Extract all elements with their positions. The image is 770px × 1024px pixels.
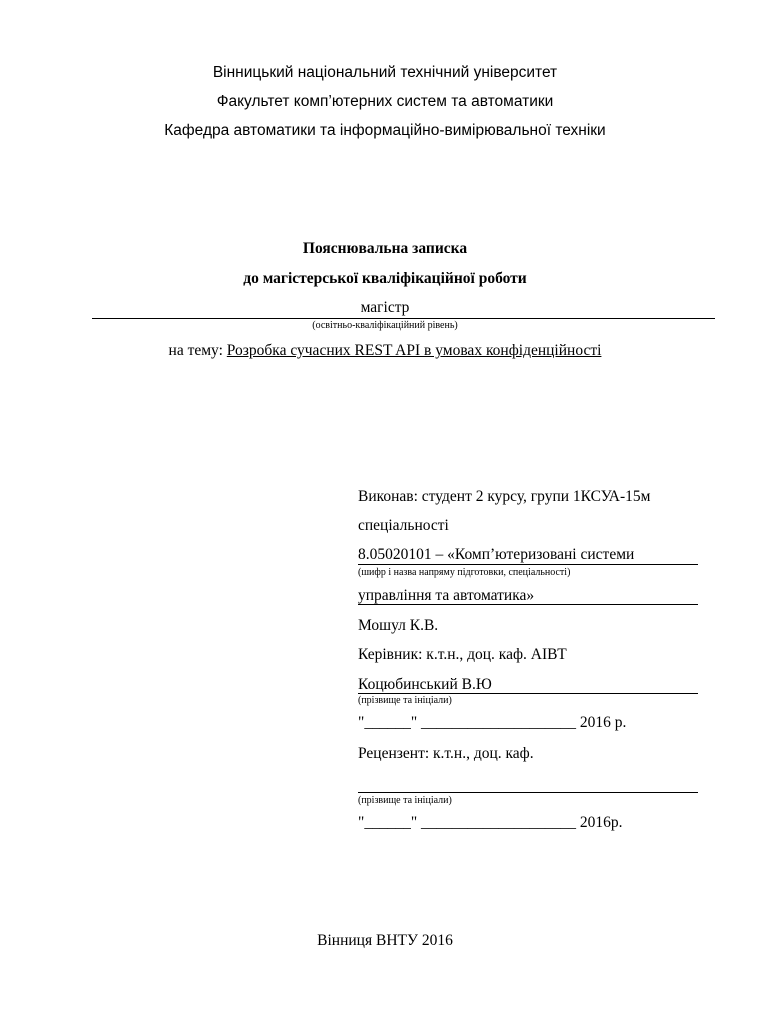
supervisor-name-underline — [358, 693, 698, 694]
reviewer-caption: (прізвище та ініціали) — [358, 795, 452, 806]
supervisor-label: Керівник: к.т.н., доц. каф. АІВТ — [358, 646, 567, 663]
supervisor-caption: (прізвище та ініціали) — [358, 695, 452, 706]
level-caption: (освітньо-кваліфікаційний рівень) — [312, 320, 458, 331]
reviewer-date-signature: "______" ____________________ 2016р. — [358, 814, 623, 831]
qualification-level: магістр — [360, 299, 410, 316]
specialty-label: спеціальності — [358, 517, 449, 534]
reviewer-name-underline — [358, 792, 698, 793]
performed-by: Виконав: студент 2 курсу, групи 1КСУА-15м — [358, 488, 651, 505]
document-title: Пояснювальна записка — [302, 240, 468, 257]
university-name: Вінницький національний технічний університет — [212, 64, 558, 81]
student-name: Мошул К.В. — [358, 617, 439, 634]
document-subtitle: до магістерської кваліфікаційної роботи — [243, 270, 527, 287]
supervisor-date-signature: "______" ____________________ 2016 р. — [358, 714, 627, 731]
supervisor-name: Коцюбинський В.Ю — [358, 676, 492, 693]
specialty-code: 8.05020101 – «Комп’ютеризовані системи — [358, 546, 635, 563]
specialty-code-underline — [358, 564, 698, 565]
department-name: Кафедра автоматики та інформаційно-вимірювальної техніки — [164, 122, 606, 139]
topic-title: Розробка сучасних REST API в умовах конфіденційності — [226, 342, 602, 359]
city-year: Вінниця ВНТУ 2016 — [317, 932, 453, 949]
level-underline — [92, 318, 715, 319]
faculty-name: Факультет комп’ютерних систем та автоматики — [216, 93, 554, 110]
specialty-caption: (шифр і назва напряму підготовки, спеціальності) — [358, 567, 571, 578]
topic-prefix: на тему: — [168, 342, 223, 359]
specialty-cont-underline — [358, 604, 698, 605]
specialty-continued: управління та автоматика» — [358, 587, 535, 604]
topic-line — [0, 342, 770, 360]
reviewer-label: Рецензент: к.т.н., доц. каф. — [358, 745, 534, 762]
